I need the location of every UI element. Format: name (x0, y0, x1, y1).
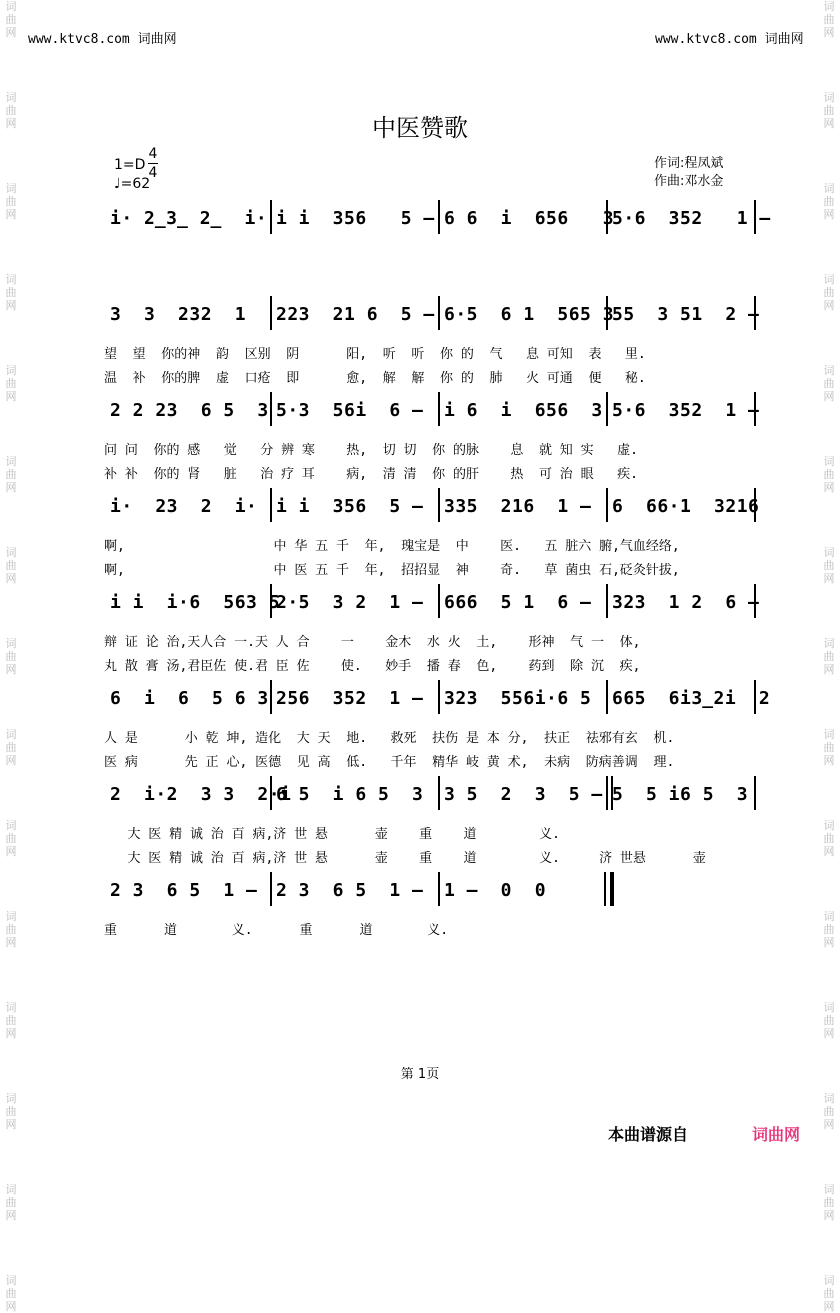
source-label: 本曲谱源自 (608, 1125, 689, 1144)
barline (270, 200, 272, 234)
lyric-line: 大 医 精 诚 治 百 病,济 世 悬 壶 重 道 义. (104, 827, 560, 842)
barline (604, 872, 614, 906)
measure: i i i·6 563 5 (110, 592, 281, 613)
lyricist-credit: 作词:程凤斌 (654, 156, 724, 171)
barline (754, 392, 756, 426)
measure: 2·5 3 2 1 – (276, 592, 424, 613)
barline (754, 680, 756, 714)
lyric-line: 温 补 你的脾 虚 口疮 即 愈, 解 解 你 的 肺 火 可通 便 秘. (104, 371, 646, 386)
measure: 5·6 352 1 – (612, 400, 760, 421)
site-url-left[interactable]: www.ktvc8.com 词曲网 (28, 32, 177, 47)
barline (438, 392, 440, 426)
site-url-right[interactable]: www.ktvc8.com 词曲网 (655, 32, 804, 47)
barline (754, 488, 756, 522)
measure: 3 5 2 3 5 – (444, 784, 603, 805)
lyric-line: 丸 散 膏 汤,君臣佐 使.君 臣 佐 使. 妙手 播 春 色, 药到 除 沉 疾, (104, 659, 641, 674)
measure: i i 356 5 – (276, 496, 424, 517)
score-row (104, 584, 760, 618)
barline (270, 296, 272, 330)
barline (606, 584, 608, 618)
barline (606, 296, 608, 330)
barline (270, 488, 272, 522)
measure: 1 – 0 0 (444, 880, 547, 901)
barline (270, 776, 272, 810)
time-signature-top: 4 (148, 146, 158, 162)
song-title: 中医赞歌 (372, 114, 468, 142)
barline (754, 776, 756, 810)
time-signature-bottom: 4 (148, 165, 158, 181)
watermark-right: 词 曲 网 词 曲 网 词 曲 网 词 曲 网 词 曲 网 词 曲 网 词 曲 网 词 曲 网 词 曲 网 词 曲 网 词 曲 网 词 曲 网 词 曲 网 词 曲 网 词 曲 网 (823, 0, 835, 1313)
page-number: 第 1页 (400, 1067, 440, 1082)
measure: 335 216 1 – (444, 496, 592, 517)
lyric-line: 大 医 精 诚 治 百 病,济 世 悬 壶 重 道 义. 济 世悬 壶 (104, 851, 706, 866)
measure: 6·5 6 1 565 3 (444, 304, 615, 325)
measure: 3 3 232 1 (110, 304, 247, 325)
lyric-line: 重 道 义. 重 道 义. (104, 923, 449, 938)
measure: 2 3 6 5 1 – (110, 880, 258, 901)
score-row (104, 200, 771, 234)
barline (438, 584, 440, 618)
measure: 6 5 i 6 5 3 (276, 784, 424, 805)
lyric-line: 啊, 中 医 五 千 年, 招招显 神 奇. 草 菌虫 石,砭灸针拔, (104, 563, 680, 578)
barline (438, 488, 440, 522)
measure: i· 23 2 i· (110, 496, 258, 517)
lyric-line: 医 病 先 正 心, 医德 见 高 低. 千年 精华 岐 黄 术, 未病 防病善调 理. (104, 755, 675, 770)
measure: 55 3 51 2 – (612, 304, 760, 325)
barline (270, 872, 272, 906)
measure: 256 352 1 – (276, 688, 424, 709)
score-row (104, 872, 754, 906)
score-row (104, 488, 760, 522)
lyric-line: 辩 证 论 治,天人合 一.天 人 合 一 金木 水 火 土, 形神 气 一 体, (104, 635, 641, 650)
measure: i· 2̲3̲ 2̲ i· (110, 208, 268, 229)
barline (754, 584, 756, 618)
barline (438, 680, 440, 714)
barline (270, 392, 272, 426)
key-signature: 1=D (114, 157, 146, 173)
measure: i 6 i 656 3 (444, 400, 603, 421)
measure: 323 556i·6 5 (444, 688, 592, 709)
measure: 6 6 i 656 3 (444, 208, 615, 229)
barline (438, 776, 440, 810)
measure: 666 5 1 6 – (444, 592, 592, 613)
barline (606, 776, 613, 810)
barline (606, 680, 608, 714)
tempo-marking: ♩=62 (114, 176, 151, 192)
measure: 5·6 352 1 – (612, 208, 771, 229)
measure: 2 2 23 6 5 3 (110, 400, 269, 421)
barline (606, 200, 608, 234)
score-row (104, 392, 760, 426)
measure: 6 i 6 5 6 3 (110, 688, 269, 709)
barline (754, 296, 756, 330)
measure: 2 3 6 5 1 – (276, 880, 424, 901)
barline (754, 200, 756, 234)
barline (438, 872, 440, 906)
barline (438, 296, 440, 330)
lyric-line: 望 望 你的神 韵 区别 阴 阳, 听 听 你 的 气 息 可知 表 里. (104, 347, 646, 362)
composer-credit: 作曲:邓水金 (654, 174, 724, 189)
measure: 6 66·1 3216 (612, 496, 760, 517)
barline (438, 200, 440, 234)
score-row (104, 680, 771, 714)
lyric-line: 啊, 中 华 五 千 年, 瑰宝是 中 医. 五 脏六 腑,气血经络, (104, 539, 680, 554)
measure: 5 5 i6 5 3 (612, 784, 749, 805)
lyric-line: 补 补 你的 肾 脏 治 疗 耳 病, 清 清 你 的肝 热 可 治 眼 疾. (104, 467, 638, 482)
score-row (104, 296, 760, 330)
barline (270, 680, 272, 714)
source-logo[interactable]: 词曲网 (752, 1125, 801, 1144)
barline (270, 584, 272, 618)
measure: 223 21 6 5 – (276, 304, 435, 325)
watermark-left: 词 曲 网 词 曲 网 词 曲 网 词 曲 网 词 曲 网 词 曲 网 词 曲 网 词 曲 网 词 曲 网 词 曲 网 词 曲 网 词 曲 网 词 曲 网 词 曲 网 词 曲 网 (5, 0, 17, 1313)
lyric-line: 问 问 你的 感 觉 分 辨 寒 热, 切 切 你 的脉 息 就 知 实 虚. (104, 443, 638, 458)
measure: 2 i·2 3 3 2·i (110, 784, 292, 805)
measure: 665 6i3̲2i 2 (612, 688, 771, 709)
measure: 323 1 2 6 – (612, 592, 760, 613)
measure: i i 356 5 – (276, 208, 435, 229)
barline (606, 392, 608, 426)
lyric-line: 人 是 小 乾 坤, 造化 大 天 地. 救死 扶伤 是 本 分, 扶正 祛邪有玄 机. (104, 731, 675, 746)
score-row (104, 776, 754, 810)
barline (606, 488, 608, 522)
measure: 5·3 56i 6 – (276, 400, 424, 421)
